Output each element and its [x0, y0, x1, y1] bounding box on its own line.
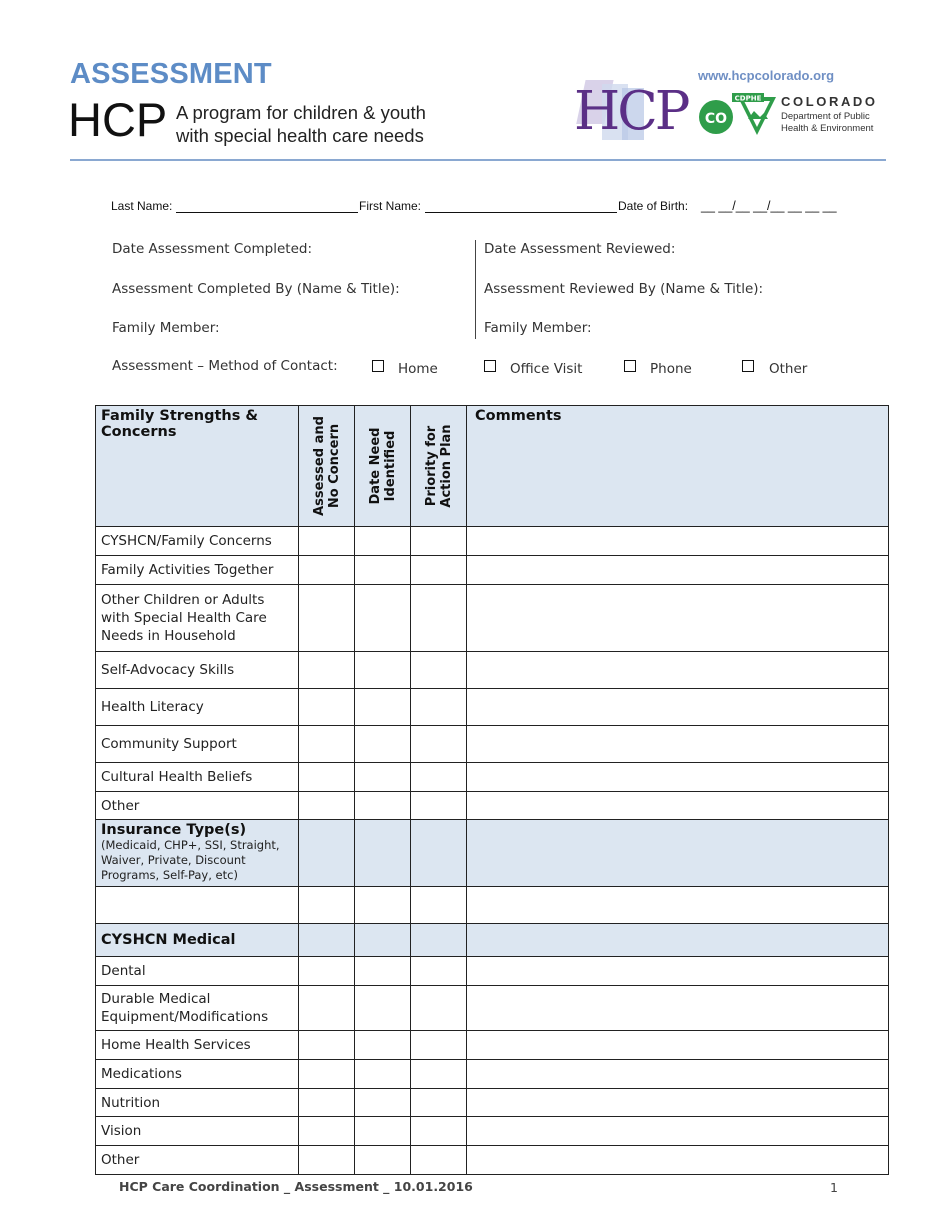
home-checkbox[interactable] — [372, 360, 384, 372]
table-header-row — [96, 406, 889, 527]
table-row — [96, 652, 889, 689]
assessed-cell[interactable] — [299, 1146, 355, 1175]
date-cell[interactable] — [355, 689, 411, 726]
table-row — [96, 792, 889, 820]
insurance-header-blank — [355, 820, 411, 887]
date-cell[interactable] — [355, 763, 411, 792]
date-cell[interactable] — [355, 1060, 411, 1089]
reviewed-by-label[interactable]: Assessment Reviewed By (Name & Title): — [484, 281, 764, 297]
row-label: Vision — [96, 1117, 299, 1146]
department-line-1: Department of Public — [781, 111, 870, 122]
row-label: Durable Medical Equipment/Modifications — [96, 986, 299, 1031]
date-cell[interactable] — [355, 726, 411, 763]
insurance-header-blank — [411, 820, 467, 887]
table-row — [96, 1146, 889, 1175]
date-cell[interactable] — [355, 1031, 411, 1060]
comments-cell[interactable] — [467, 763, 889, 792]
colorado-wordmark: COLORADO — [781, 94, 878, 109]
assessed-header-line-1: Assessed and — [311, 416, 327, 516]
comments-cell[interactable] — [467, 585, 889, 652]
table-row — [96, 689, 889, 726]
last-name-label: Last Name: — [111, 199, 173, 213]
row-label: Cultural Health Beliefs — [96, 763, 299, 792]
assessed-cell[interactable] — [299, 986, 355, 1031]
phone-checkbox[interactable] — [624, 360, 636, 372]
assessed-cell[interactable] — [299, 726, 355, 763]
table-row — [96, 585, 889, 652]
insurance-entry-cell[interactable] — [96, 887, 299, 924]
comments-cell[interactable] — [467, 957, 889, 986]
assessed-no-concern-header — [299, 406, 355, 527]
assessed-cell[interactable] — [299, 1089, 355, 1117]
date-cell[interactable] — [355, 1117, 411, 1146]
medical-header — [96, 924, 299, 957]
priority-cell[interactable] — [411, 689, 467, 726]
table-row — [96, 986, 889, 1031]
method-of-contact-label: Assessment – Method of Contact: — [112, 358, 338, 374]
medical-header-blank — [355, 924, 411, 957]
date-reviewed-label[interactable]: Date Assessment Reviewed: — [484, 241, 676, 257]
date-completed-label[interactable]: Date Assessment Completed: — [112, 241, 313, 257]
row-label: Other Children or Adults with Special Health Care Needs in Household — [96, 585, 299, 652]
priority-header-line-1: Priority for — [423, 425, 439, 507]
priority-cell[interactable] — [411, 1031, 467, 1060]
page-number: 1 — [830, 1180, 838, 1195]
date-header-line-1: Date Need — [367, 427, 383, 505]
comments-cell[interactable] — [467, 1089, 889, 1117]
priority-cell[interactable] — [411, 887, 467, 924]
phone-option-label: Phone — [650, 361, 692, 377]
priority-cell[interactable] — [411, 957, 467, 986]
first-name-field[interactable] — [425, 200, 617, 213]
priority-cell[interactable] — [411, 763, 467, 792]
insurance-header — [96, 820, 299, 887]
row-label: Health Literacy — [96, 689, 299, 726]
assessed-cell[interactable] — [299, 763, 355, 792]
family-member-right-label[interactable]: Family Member: — [484, 320, 592, 336]
comments-cell[interactable] — [467, 1146, 889, 1175]
medical-header-blank — [467, 924, 889, 957]
assessed-cell[interactable] — [299, 527, 355, 556]
completed-by-label[interactable]: Assessment Completed By (Name & Title): — [112, 281, 400, 297]
family-member-left-label[interactable]: Family Member: — [112, 320, 220, 336]
website-link[interactable]: www.hcpcolorado.org — [698, 68, 835, 83]
comments-cell[interactable] — [467, 792, 889, 820]
priority-cell[interactable] — [411, 726, 467, 763]
assessed-cell[interactable] — [299, 887, 355, 924]
priority-action-plan-text — [424, 412, 454, 520]
insurance-header-blank — [467, 820, 889, 887]
program-tagline — [176, 101, 426, 147]
table-row — [96, 726, 889, 763]
date-cell[interactable] — [355, 1146, 411, 1175]
hcp-logo-text: HCP — [574, 81, 688, 142]
office-visit-option-label: Office Visit — [510, 361, 583, 377]
medical-header-blank — [411, 924, 467, 957]
date-cell[interactable] — [355, 527, 411, 556]
assessed-cell[interactable] — [299, 652, 355, 689]
date-cell[interactable] — [355, 792, 411, 820]
comments-cell[interactable] — [467, 1031, 889, 1060]
family-strengths-header — [96, 406, 299, 527]
priority-cell[interactable] — [411, 986, 467, 1031]
table-row — [96, 1031, 889, 1060]
date-cell[interactable] — [355, 585, 411, 652]
row-label: Other — [96, 1146, 299, 1175]
date-cell[interactable] — [355, 887, 411, 924]
family-strengths-title-1: Family Strengths & — [101, 408, 259, 424]
comments-header — [467, 406, 889, 527]
date-need-identified-text — [368, 412, 398, 520]
department-line-2: Health & Environment — [781, 122, 874, 134]
comments-cell[interactable] — [467, 527, 889, 556]
assessed-cell[interactable] — [299, 792, 355, 820]
insurance-note: (Medicaid, CHP+, SSI, Straight, Waiver, Private, Discount Programs, Self-Pay, etc) — [101, 838, 280, 882]
date-header-line-2: Identified — [382, 430, 398, 502]
medical-header-blank — [299, 924, 355, 957]
priority-cell[interactable] — [411, 1089, 467, 1117]
cdphe-badge-text: CDPHE — [734, 94, 762, 103]
comments-cell[interactable] — [467, 1117, 889, 1146]
row-label: Nutrition — [96, 1089, 299, 1117]
priority-cell[interactable] — [411, 527, 467, 556]
assessed-cell[interactable] — [299, 1117, 355, 1146]
tagline-line-2: with special health care needs — [176, 125, 424, 146]
footer-document-id: HCP Care Coordination _ Assessment _ 10.01.2016 — [119, 1179, 473, 1194]
insurance-entry-row — [96, 887, 889, 924]
priority-action-plan-header — [411, 406, 467, 527]
office-visit-checkbox[interactable] — [484, 360, 496, 372]
row-label: Dental — [96, 957, 299, 986]
first-name-label: First Name: — [359, 199, 422, 213]
assessed-cell[interactable] — [299, 1031, 355, 1060]
assessed-cell[interactable] — [299, 689, 355, 726]
co-badge-text: CO — [704, 111, 728, 127]
last-name-field[interactable] — [176, 200, 358, 213]
priority-cell[interactable] — [411, 585, 467, 652]
comments-cell[interactable] — [467, 1060, 889, 1089]
home-option-label: Home — [398, 361, 438, 377]
table-row — [96, 556, 889, 585]
insurance-header-blank — [299, 820, 355, 887]
priority-header-line-2: Action Plan — [438, 424, 454, 508]
program-abbreviation: HCP — [68, 93, 168, 146]
medical-header-row — [96, 924, 889, 957]
assessed-cell[interactable] — [299, 585, 355, 652]
comments-cell[interactable] — [467, 652, 889, 689]
medical-title: CYSHCN Medical — [101, 932, 236, 948]
row-label: Other — [96, 792, 299, 820]
row-label: CYSHCN/Family Concerns — [96, 527, 299, 556]
table-row — [96, 1060, 889, 1089]
assessed-cell[interactable] — [299, 957, 355, 986]
document-title: ASSESSMENT — [70, 58, 272, 90]
row-label: Home Health Services — [96, 1031, 299, 1060]
other-option-label: Other — [769, 361, 808, 377]
table-row — [96, 763, 889, 792]
row-label: Family Activities Together — [96, 556, 299, 585]
row-label: Medications — [96, 1060, 299, 1089]
date-cell[interactable] — [355, 652, 411, 689]
insurance-header-row — [96, 820, 889, 887]
tagline-line-1: A program for children & youth — [176, 102, 426, 123]
assessed-cell[interactable] — [299, 556, 355, 585]
table-row — [96, 1117, 889, 1146]
family-strengths-title-2: Concerns — [101, 424, 177, 440]
priority-cell[interactable] — [411, 792, 467, 820]
department-name — [781, 111, 873, 134]
date-cell[interactable] — [355, 986, 411, 1031]
table-row — [96, 1089, 889, 1117]
table-row — [96, 527, 889, 556]
date-cell[interactable] — [355, 957, 411, 986]
priority-cell[interactable] — [411, 652, 467, 689]
comments-title: Comments — [475, 408, 562, 424]
other-checkbox[interactable] — [742, 360, 754, 372]
dob-field[interactable]: __ __/__ __/__ __ __ __ — [701, 199, 837, 213]
comments-cell[interactable] — [467, 689, 889, 726]
assessment-table — [95, 405, 889, 1175]
comments-cell[interactable] — [467, 556, 889, 585]
date-need-identified-header — [355, 406, 411, 527]
insurance-title: Insurance Type(s) — [101, 822, 247, 838]
priority-cell[interactable] — [411, 1060, 467, 1089]
table-row — [96, 957, 889, 986]
row-label: Self-Advocacy Skills — [96, 652, 299, 689]
row-label: Community Support — [96, 726, 299, 763]
header-divider — [70, 159, 886, 161]
dob-label: Date of Birth: — [618, 199, 689, 213]
priority-cell[interactable] — [411, 1146, 467, 1175]
column-divider — [475, 240, 476, 339]
comments-cell[interactable] — [467, 726, 889, 763]
assessed-cell[interactable] — [299, 1060, 355, 1089]
comments-cell[interactable] — [467, 887, 889, 924]
priority-cell[interactable] — [411, 556, 467, 585]
date-cell[interactable] — [355, 1089, 411, 1117]
assessed-no-concern-text — [312, 412, 342, 520]
assessed-header-line-2: No Concern — [326, 423, 342, 509]
comments-cell[interactable] — [467, 986, 889, 1031]
cdphe-logo-icon — [698, 93, 778, 137]
priority-cell[interactable] — [411, 1117, 467, 1146]
date-cell[interactable] — [355, 556, 411, 585]
